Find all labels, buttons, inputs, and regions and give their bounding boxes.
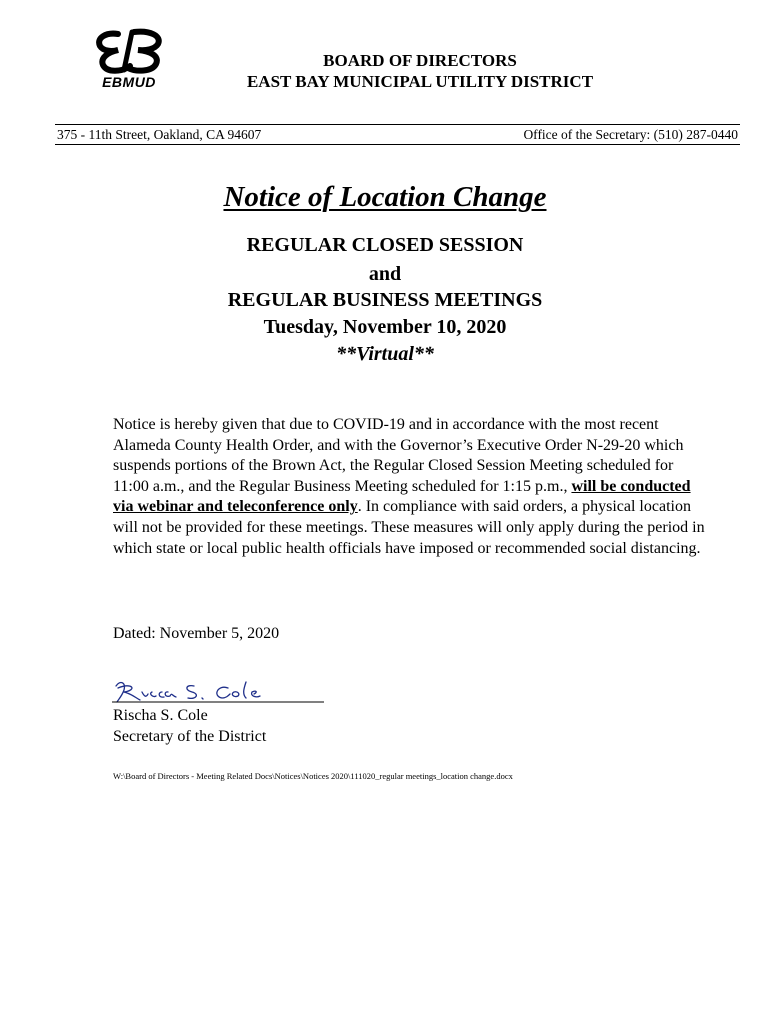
district-title: EAST BAY MUNICIPAL UTILITY DISTRICT <box>246 72 594 91</box>
logo-wordmark: EBMUD <box>102 74 156 90</box>
secretary-phone: Office of the Secretary: (510) 287-0440 <box>523 127 738 142</box>
meeting-line-and: and <box>368 263 402 285</box>
meeting-format: **Virtual** <box>336 343 434 365</box>
ebmud-logo-mark <box>88 28 170 76</box>
dated-line: Dated: November 5, 2020 <box>113 625 280 642</box>
meeting-line-closed-session: REGULAR CLOSED SESSION <box>246 234 524 256</box>
notice-title: Notice of Location Change <box>223 181 547 213</box>
board-title: BOARD OF DIRECTORS <box>323 51 517 70</box>
signer-name: Rischa S. Cole <box>113 707 208 724</box>
signer-title: Secretary of the District <box>113 728 267 745</box>
header-rule-bottom <box>55 144 740 145</box>
notice-body-part2: . In compliance with said orders, a physical location will not be provided for these meetings. These measures will only apply during the period in which state or local public health officials have imposed or recommended social distancing. <box>113 498 705 557</box>
notice-body-part1: Notice is hereby given that due to COVID-19 and in accordance with the most recent Alameda County Health Order, and with the Governor’s Executive Order N-29-20 which suspends portions of the Brown Act, the Regular Closed Session Meeting scheduled for 11:00 a.m., and the Regular Business Meeting scheduled for 1:15 p.m., <box>113 416 684 495</box>
signature-drawing <box>110 674 330 708</box>
notice-body <box>113 415 713 559</box>
street-address: 375 - 11th Street, Oakland, CA 94607 <box>57 127 262 142</box>
handwritten-signature <box>110 674 330 708</box>
ebmud-logo <box>88 28 170 92</box>
meeting-date: Tuesday, November 10, 2020 <box>263 316 507 338</box>
notice-body-emphasis: will be conducted via webinar and teleconference only <box>113 477 691 516</box>
header-rule-top <box>55 124 740 125</box>
document-file-path: W:\Board of Directors - Meeting Related Docs\Notices\Notices 2020\111020_regular meetings_location change.docx <box>113 771 513 781</box>
meeting-line-business-meetings: REGULAR BUSINESS MEETINGS <box>227 289 543 311</box>
